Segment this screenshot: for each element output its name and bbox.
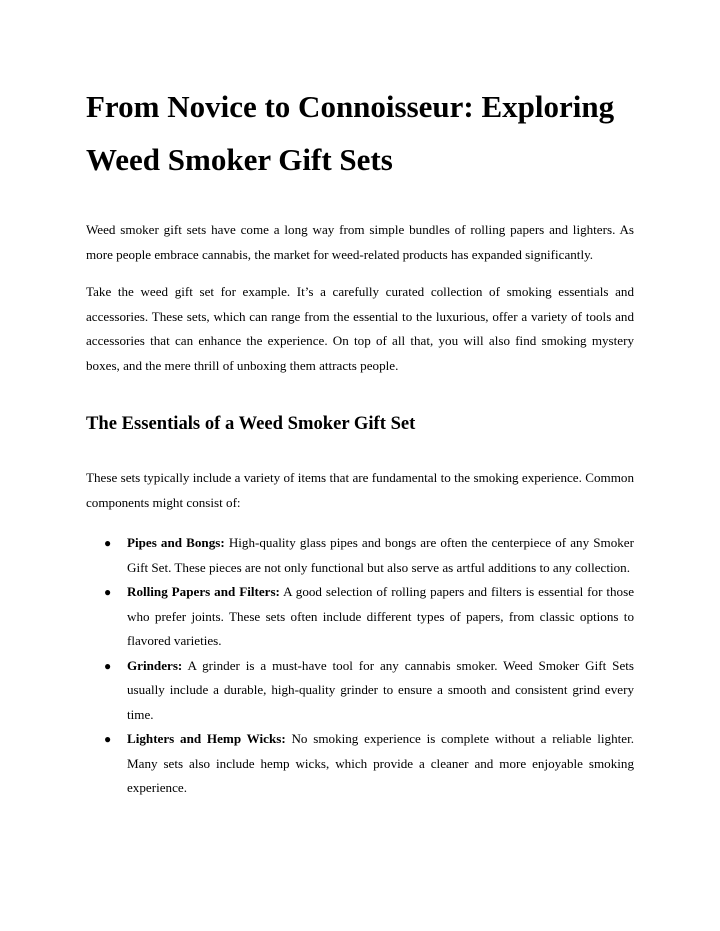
components-list	[86, 531, 634, 801]
list-item-grinders	[86, 654, 634, 728]
list-item-text: A good selection of rolling papers and filters is essential for those who prefer joints. These sets often include different types of papers, from classic options to flavored varieties.	[127, 584, 635, 648]
list-item-text: No smoking experience is complete without a reliable lighter. Many sets also include hemp wicks, which provide a cleaner and more enjoyable smoking experience.	[127, 731, 634, 795]
bullet-icon: ●	[104, 658, 112, 673]
bullet-icon: ●	[104, 585, 112, 599]
list-item-text: High-quality glass pipes and bongs are often the centerpiece of any Smoker Gift Set. These pieces are not only functional but also serve as artful additions to any collection.	[127, 535, 634, 575]
intro-paragraph: Weed smoker gift sets have come a long way from simple bundles of rolling papers and lighters. As more people embrace cannabis, the market for weed-related products has expanded significantly.	[86, 222, 634, 262]
gift-set-paragraph: Take the weed gift set for example. It’s a carefully curated collection of smoking essentials and accessories. These sets, which can range from the essential to the luxurious, offer a variety of tools and accessories that can enhance the experience. On top of all that, you will also find smoking mystery boxes, and the mere thrill of unboxing them attracts people.	[86, 284, 634, 373]
document-title: From Novice to Connoisseur: Exploring Weed Smoker Gift Sets	[86, 89, 615, 177]
list-item-term: Rolling Papers and Filters:	[127, 584, 280, 599]
bullet-icon: ●	[104, 732, 112, 746]
section-heading: The Essentials of a Weed Smoker Gift Set	[86, 413, 416, 434]
list-item-term: Grinders:	[127, 657, 183, 673]
list-item-rolling-papers	[86, 580, 634, 654]
bullet-icon: ●	[104, 536, 112, 550]
list-item-lighters-wicks	[86, 727, 634, 801]
list-item-pipes-bongs	[86, 531, 634, 580]
list-item-term: Pipes and Bongs:	[127, 535, 225, 550]
list-item-term: Lighters and Hemp Wicks:	[127, 731, 286, 746]
list-item-text: A grinder is a must-have tool for any cannabis smoker. Weed Smoker Gift Sets usually include a durable, high-quality grinder to ensure a smooth and consistent grind every time.	[127, 657, 634, 722]
section-intro-paragraph: These sets typically include a variety of items that are fundamental to the smoking experience. Common components might consist of:	[86, 470, 634, 510]
